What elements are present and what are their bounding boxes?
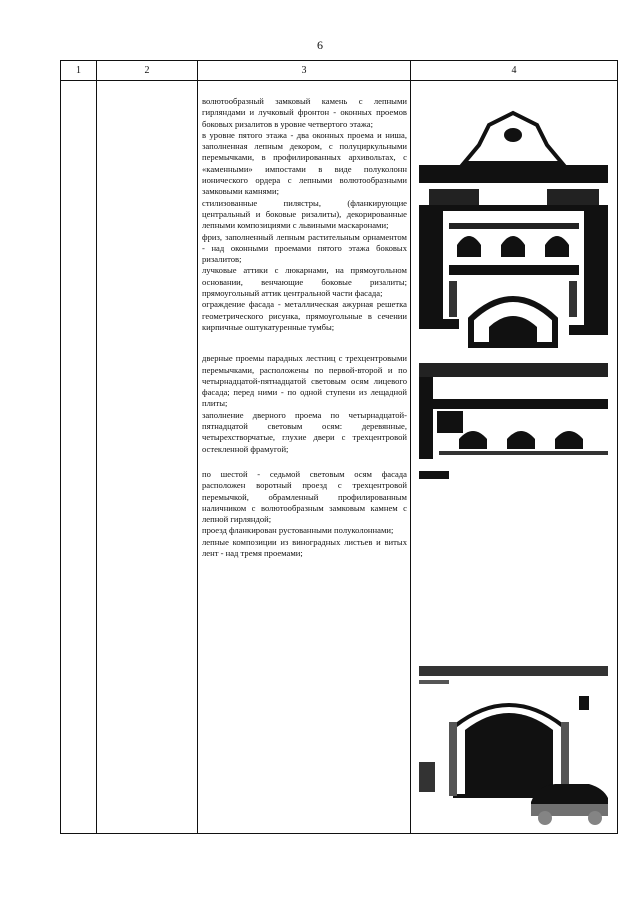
header-col-3: 3 (198, 61, 411, 81)
cell-col-1 (61, 81, 97, 834)
cell-photos (411, 81, 618, 834)
page-number: 6 (317, 38, 323, 52)
header-col-4: 4 (411, 61, 618, 81)
attic-lucarne-windows-photo (419, 363, 608, 479)
description-line: волютообразный замковый камень с лепными гирляндами и лучковый фронтон - оконных проемов боковых ризалитов в уровне четвертого этажа; (202, 96, 407, 129)
header-col-2: 2 (97, 61, 198, 81)
description-line: заполнение дверного проема по четырнадцатой- пятнадцатой световым осям: деревянные, четырехстворчатые, глухие двери с трехцентровой остекленной фрамугой; (202, 409, 407, 454)
building-top-facade-photo (419, 105, 608, 353)
cell-description (198, 81, 411, 834)
header-col-1: 1 (61, 61, 97, 81)
description-line: проезд фланкирован рустованными полуколоннами; (202, 525, 394, 536)
object-description-table (60, 60, 618, 834)
description-line: лепные композиции из виноградных листьев и витых лент - над тремя проемами; (202, 536, 407, 558)
description-line: по шестой - седьмой световым осям фасада расположен воротный проезд с трехцентровой перемычкой, обрамленный профилированным наличником с волютообразным замковым камнем с лепной гирляндой; (202, 468, 407, 525)
description-line: фриз, заполненный лепным растительным орнаментом - над оконными проемами пятого этажа боковых ризалитов; (202, 231, 407, 265)
description-line: ограждение фасада - металлическая ажурная решетка геометрического рисунка, прямоугольные в сечении кирпичные оштукатуренные тумбы; (202, 299, 407, 332)
description-line: в уровне пятого этажа - два оконных проема и ниша, заполненная лепным декором, с полуциркульными перемычками, в профилированных архивольтах, с «каменными» импостами в виде полуколонн ионического ордера с лепными волютообразными замковыми камнями; (202, 129, 407, 197)
description-line: дверные проемы парадных лестниц с трехцентровыми перемычками, расположены по первой-второй и по четырнадцатой-пятнадцатой световым осям лицевого фасада; перед ними - по одной ступени из лещадной плиты; (202, 353, 407, 409)
table-header-row (61, 61, 618, 81)
cell-col-2 (97, 81, 198, 834)
table-row (61, 81, 618, 834)
description-line: стилизованные пилястры, (фланкирующие центральный и боковые ризалиты), декорированные лепными композициями с львиными маскаронами; (202, 197, 407, 231)
description-line: лучковые аттики с люкарнами, на прямоугольном основании, венчающие боковые ризалиты; прямоугольный аттик центральной части фасада; (202, 265, 407, 299)
gateway-arch-photo (419, 666, 608, 826)
